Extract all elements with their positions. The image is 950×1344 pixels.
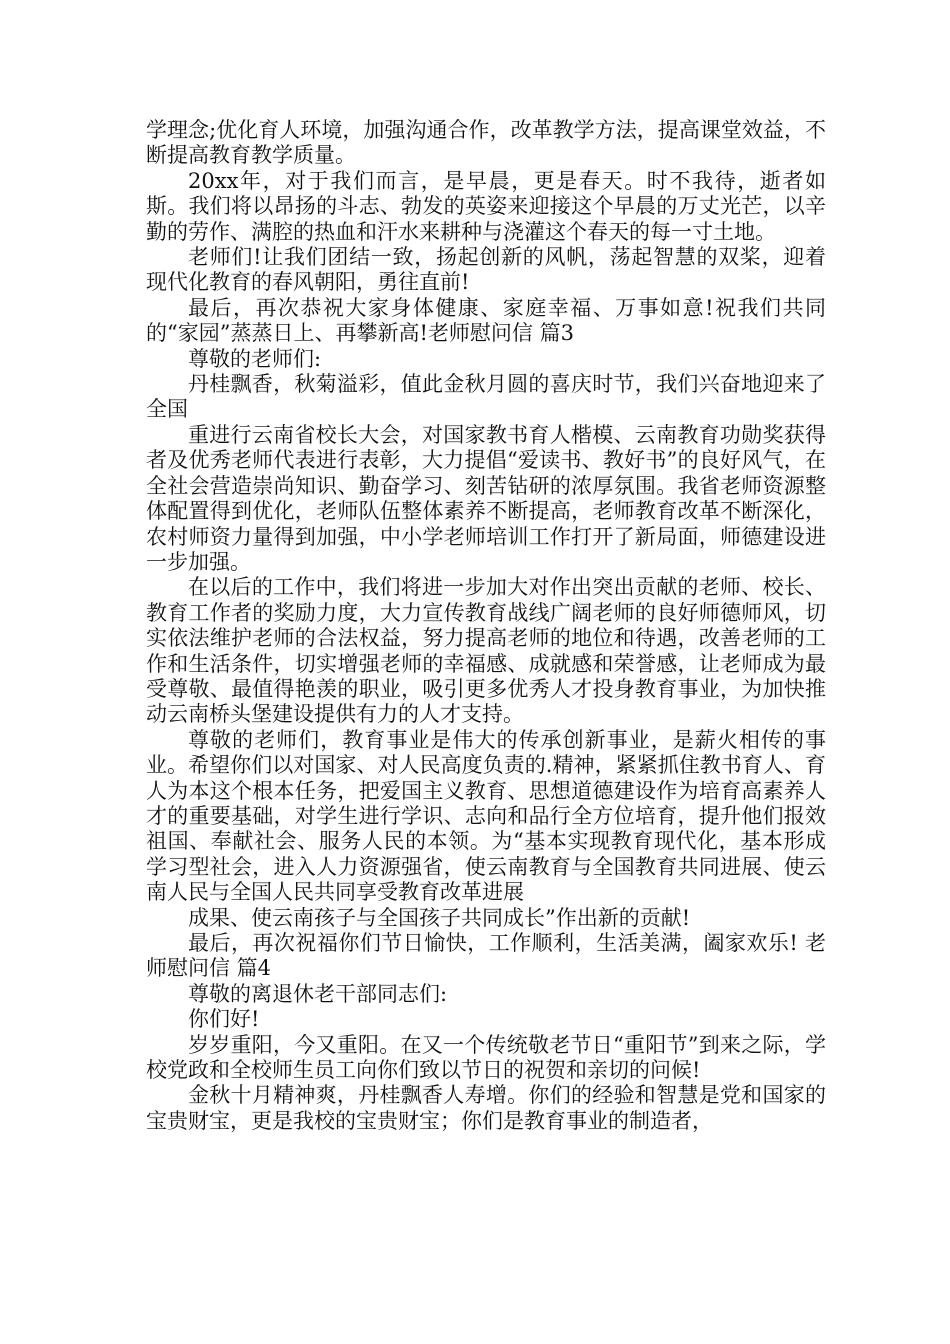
paragraph-4: 最后，再次恭祝大家身体健康、家庭幸福、万事如意!祝我们共同的“家园”蒸蒸日上、再攀新高!老师慰问信 篇3	[146, 295, 826, 346]
paragraph-2: 20xx年，对于我们而言，是早晨，更是春天。时不我待，逝者如斯。我们将以昂扬的斗志、勃发的英姿来迎接这个早晨的万丈光芒，以辛勤的劳作、满腔的热血和汗水来耕种与浇灌这个春天的每一寸土地。	[146, 168, 826, 244]
paragraph-7: 重进行云南省校长大会，对国家教书育人楷模、云南教育功勋奖获得者及优秀老师代表进行表彰，大力提倡“爱读书、教好书”的良好风气，在全社会营造崇尚知识、勤奋学习、刻苦钻研的浓厚氛围。我省老师资源整体配置得到优化，老师队伍整体素养不断提高，老师教育改革不断深化，农村师资力量得到加强，中小学老师培训工作打开了新局面，师德建设进一步加强。	[146, 422, 826, 574]
document-body	[146, 118, 826, 1134]
paragraph-14: 岁岁重阳，今又重阳。在又一个传统敬老节日“重阳节”到来之际，学校党政和全校师生员工向你们致以节日的祝贺和亲切的问候!	[146, 1032, 826, 1083]
paragraph-9: 尊敬的老师们，教育事业是伟大的传承创新事业，是薪火相传的事业。希望你们以对国家、对人民高度负责的.精神，紧紧抓住教书育人、育人为本这个根本任务，把爱国主义教育、思想道德建设作为培育高素养人才的重要基础，对学生进行学识、志向和品行全方位培育，提升他们报效祖国、奉献社会、服务人民的本领。为“基本实现教育现代化，基本形成学习型社会，进入人力资源强省，使云南教育与全国教育共同进展、使云南人民与全国人民共同享受教育改革进展	[146, 727, 826, 905]
greeting: 你们好!	[188, 1007, 260, 1032]
paragraph-3: 老师们!让我们团结一致，扬起创新的风帆，荡起智慧的双桨，迎着现代化教育的春风朝阳，勇往直前!	[146, 245, 826, 295]
paragraph-6: 丹桂飘香，秋菊溢彩，值此金秋月圆的喜庆时节，我们兴奋地迎来了全国	[146, 372, 826, 422]
paragraph-11: 最后，再次祝福你们节日愉快，工作顺利，生活美满，阖家欢乐! 老师慰问信 篇4	[146, 931, 826, 981]
paragraph-10: 成果、使云南孩子与全国孩子共同成长”作出新的贡献!	[188, 905, 691, 930]
salutation-retirees: 尊敬的离退休老干部同志们:	[188, 981, 448, 1006]
salutation-teachers: 尊敬的老师们:	[188, 346, 322, 371]
paragraph-8: 在以后的工作中，我们将进一步加大对作出突出贡献的老师、校长、教育工作者的奖励力度，大力宣传教育战线广阔老师的良好师德师风，切实依法维护老师的合法权益，努力提高老师的地位和待遇，改善老师的工作和生活条件，切实增强老师的幸福感、成就感和荣誉感，让老师成为最受尊敬、最值得艳羡的职业，吸引更多优秀人才投身教育事业，为加快推动云南桥头堡建设提供有力的人才支持。	[146, 575, 826, 727]
paragraph-1: 学理念;优化育人环境，加强沟通合作，改革教学方法，提高课堂效益，不断提高教育教学质量。	[146, 118, 826, 168]
paragraph-15: 金秋十月精神爽，丹桂飘香人寿增。你们的经验和智慧是党和国家的宝贵财宝，更是我校的宝贵财宝；你们是教育事业的制造者，	[146, 1083, 826, 1133]
